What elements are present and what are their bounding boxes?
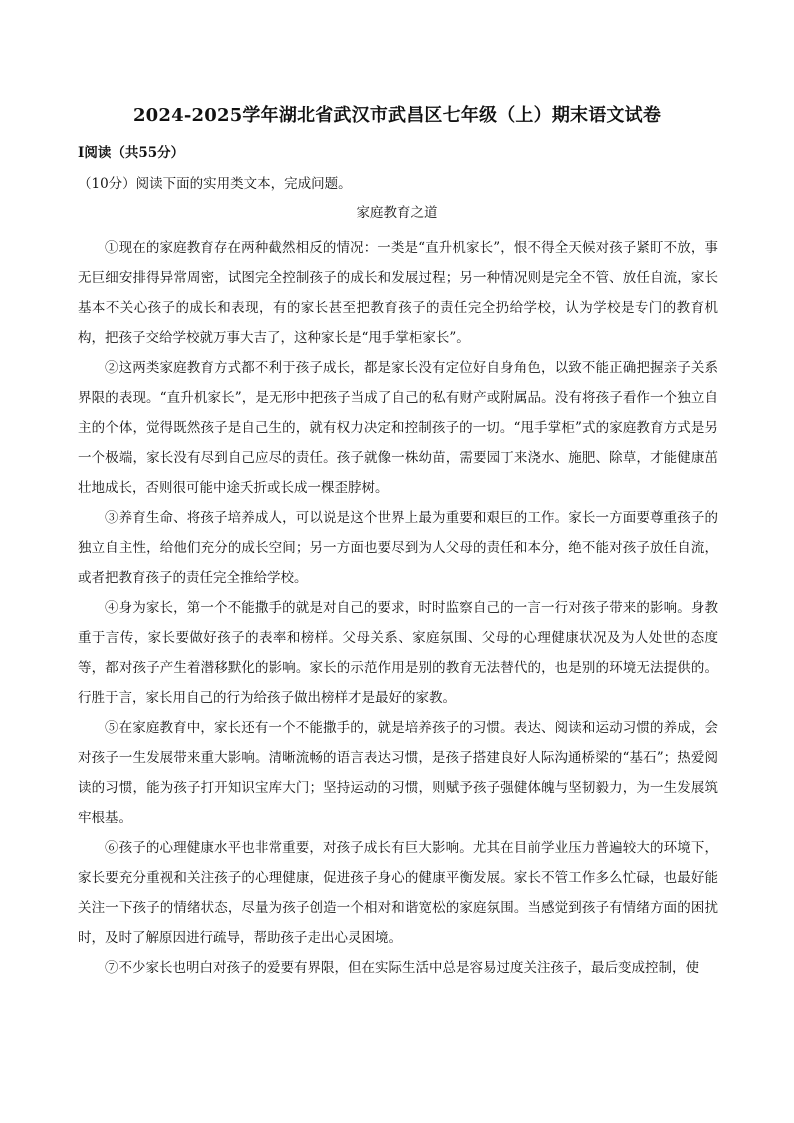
exam-title: 2024-2025学年湖北省武汉市武昌区七年级（上）期末语文试卷 xyxy=(132,105,662,126)
paragraph-5: ⑤在家庭教育中，家长还有一个不能撒手的，就是培养孩子的习惯。表达、阅读和运动习惯的养成，会对孩子一生发展带来重大影响。清晰流畅的语言表达习惯，是孩子搭建良好人际沟通桥梁的“基石”；热爱阅读的习惯，能为孩子打开知识宝库大门；坚持运动的习惯，则赋予孩子强健体魄与坚韧毅力，为一生发展筑牢根基。 xyxy=(78,720,718,826)
paragraph-4: ④身为家长，第一个不能撒手的就是对自己的要求，时时监察自己的一言一行对孩子带来的影响。身教重于言传，家长要做好孩子的表率和榜样。父母关系、家庭氛围、父母的心理健康状况及为人处世的态度等，都对孩子产生着潜移默化的影响。家长的示范作用是别的教育无法替代的，也是别的环境无法提供的。行胜于言，家长用自己的行为给孩子做出榜样才是最好的家教。 xyxy=(78,600,718,706)
section-heading: Ⅰ阅读（共55分） xyxy=(78,145,185,161)
paragraph-6: ⑥孩子的心理健康水平也非常重要，对孩子成长有巨大影响。尤其在目前学业压力普遍较大的环境下，家长要充分重视和关注孩子的心理健康，促进孩子身心的健康平衡发展。家长不管工作多么忙碌，也最好能关注一下孩子的情绪状态，尽量为孩子创造一个相对和谐宽松的家庭氛围。当感觉到孩子有情绪方面的困扰时，及时了解原因进行疏导，帮助孩子走出心灵困境。 xyxy=(78,840,718,946)
article-title: 家庭教育之道 xyxy=(356,205,438,221)
paragraph-1: ①现在的家庭教育存在两种截然相反的情况：一类是“直升机家长”，恨不得全天候对孩子紧盯不放，事无巨细安排得异常周密，试图完全控制孩子的成长和发展过程；另一种情况则是完全不管、放任自流，家长基本不关心孩子的成长和表现，有的家长甚至把教育孩子的责任完全扔给学校，认为学校是专门的教育机构，把孩子交给学校就万事大吉了，这种家长是“甩手掌柜家长”。 xyxy=(78,240,718,346)
paragraph-7: ⑦不少家长也明白对孩子的爱要有界限，但在实际生活中总是容易过度关注孩子，最后变成控制，使 xyxy=(105,960,699,976)
paragraph-3: ③养育生命、将孩子培养成人，可以说是这个世界上最为重要和艰巨的工作。家长一方面要尊重孩子的独立自主性，给他们充分的成长空间；另一方面也要尽到为人父母的责任和本分，绝不能对孩子放任自流，或者把教育孩子的责任完全推给学校。 xyxy=(78,510,718,586)
paragraph-2: ②这两类家庭教育方式都不利于孩子成长，都是家长没有定位好自身角色，以致不能正确把握亲子关系界限的表现。“直升机家长”，是无形中把孩子当成了自己的私有财产或附属品。没有将孩子看作一个独立自主的个体，觉得既然孩子是自己生的，就有权力决定和控制孩子的一切。“甩手掌柜”式的家庭教育方式是另一个极端，家长没有尽到自己应尽的责任。孩子就像一株幼苗，需要园丁来浇水、施肥、除草，才能健康茁壮地成长，否则很可能中途夭折或长成一棵歪脖树。 xyxy=(78,360,718,496)
article-body xyxy=(78,233,718,983)
question-intro: （10分）阅读下面的实用类文本，完成问题。 xyxy=(78,176,352,192)
